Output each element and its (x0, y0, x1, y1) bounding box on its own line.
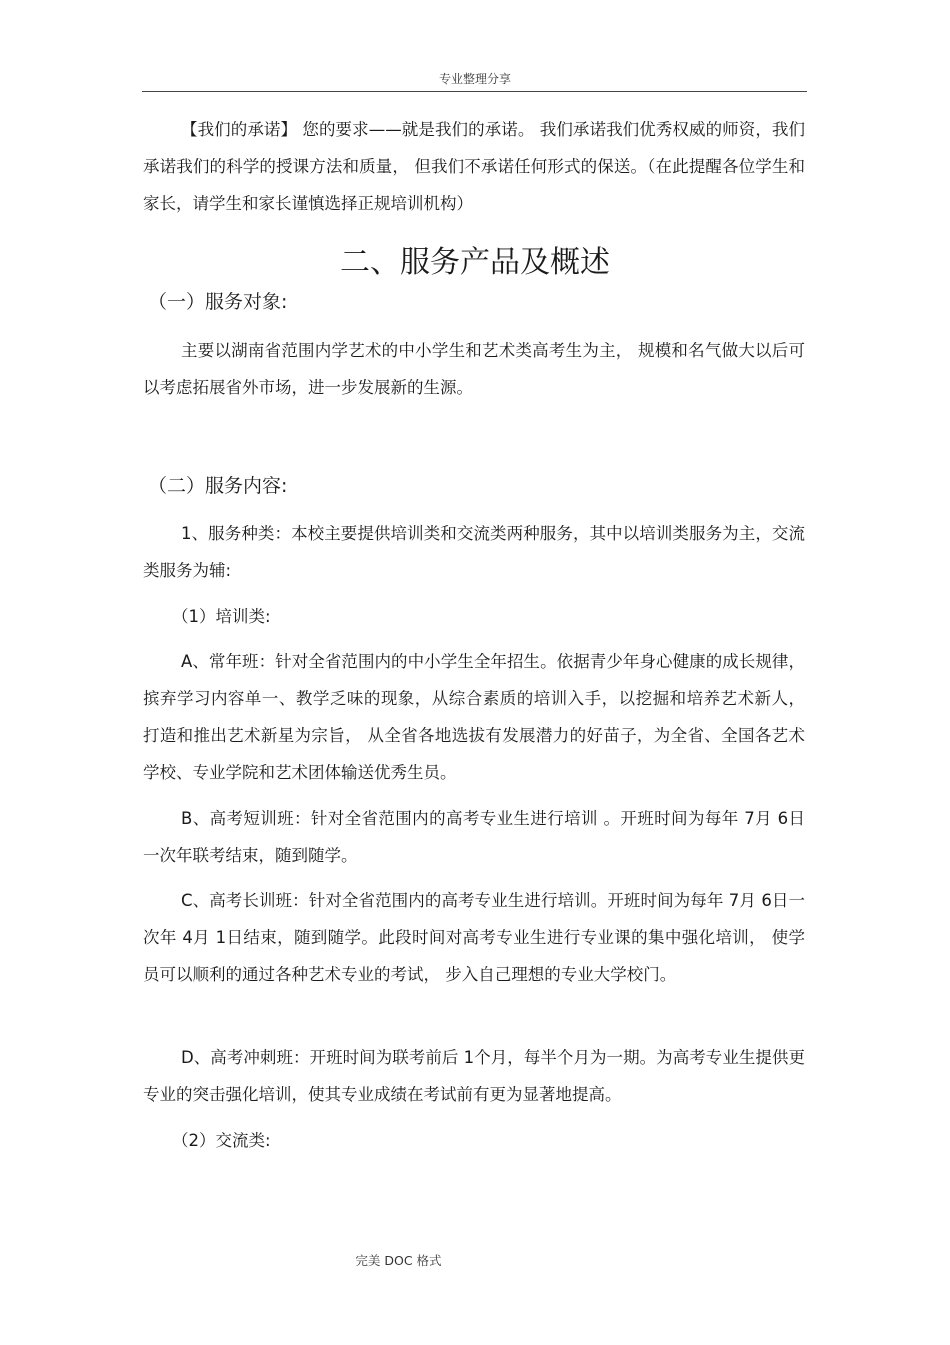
service-content-heading: （二）服务内容: (148, 475, 288, 497)
item-b-paragraph: B、高考短训班：针对全省范围内的高考专业生进行培训 。开班时间为每年 7月 6日一次年联考结束，随到随学。 (143, 809, 805, 865)
service-target-heading: （一）服务对象: (148, 291, 288, 313)
item-c-paragraph: C、高考长训班：针对全省范围内的高考专业生进行培训。开班时间为每年 7月 6日一次年 4月 1日结束，随到随学。此段时间对高考专业生进行专业课的集中强化培训， 使学员可以顺利的通过各种艺术专业的考试， 步入自己理想的专业大学校门。 (143, 891, 805, 984)
header-divider (142, 91, 807, 92)
promise-paragraph: 【我们的承诺】 您的要求——就是我们的承诺。 我们承诺我们优秀权威的师资，我们承诺我们的科学的授课方法和质量， 但我们不承诺任何形式的保送。（在此提醒各位学生和家长，请学生和家长谨慎选择正规培训机构） (143, 120, 805, 213)
section-title: 二、服务产品及概述 (340, 245, 610, 280)
training-heading: （1）培训类: (172, 607, 271, 626)
item-a-paragraph: A、常年班：针对全省范围内的中小学生全年招生。依据青少年身心健康的成长规律，摈弃学习内容单一、教学乏味的现象，从综合素质的培训入手，以挖掘和培养艺术新人， 打造和推出艺术新星为宗旨， 从全省各地选拔有发展潜力的好苗子，为全省、全国各艺术学校、专业学院和艺术团体输送优秀生员。 (143, 652, 805, 782)
item-d-paragraph: D、高考冲刺班：开班时间为联考前后 1个月，每半个月为一期。为高考专业生提供更专业的突击强化培训，使其专业成绩在考试前有更为显著地提高。 (143, 1048, 805, 1104)
exchange-heading: （2）交流类: (172, 1131, 271, 1150)
page-header: 专业整理分享 (438, 72, 511, 86)
service-target-paragraph: 主要以湖南省范围内学艺术的中小学生和艺术类高考生为主， 规模和名气做大以后可以考虑拓展省外市场，进一步发展新的生源。 (143, 341, 805, 397)
page-footer: 完美 DOC 格式 (355, 1253, 442, 1268)
service-types-paragraph: 1、服务种类：本校主要提供培训类和交流类两种服务，其中以培训类服务为主，交流类服务为辅: (143, 524, 805, 580)
